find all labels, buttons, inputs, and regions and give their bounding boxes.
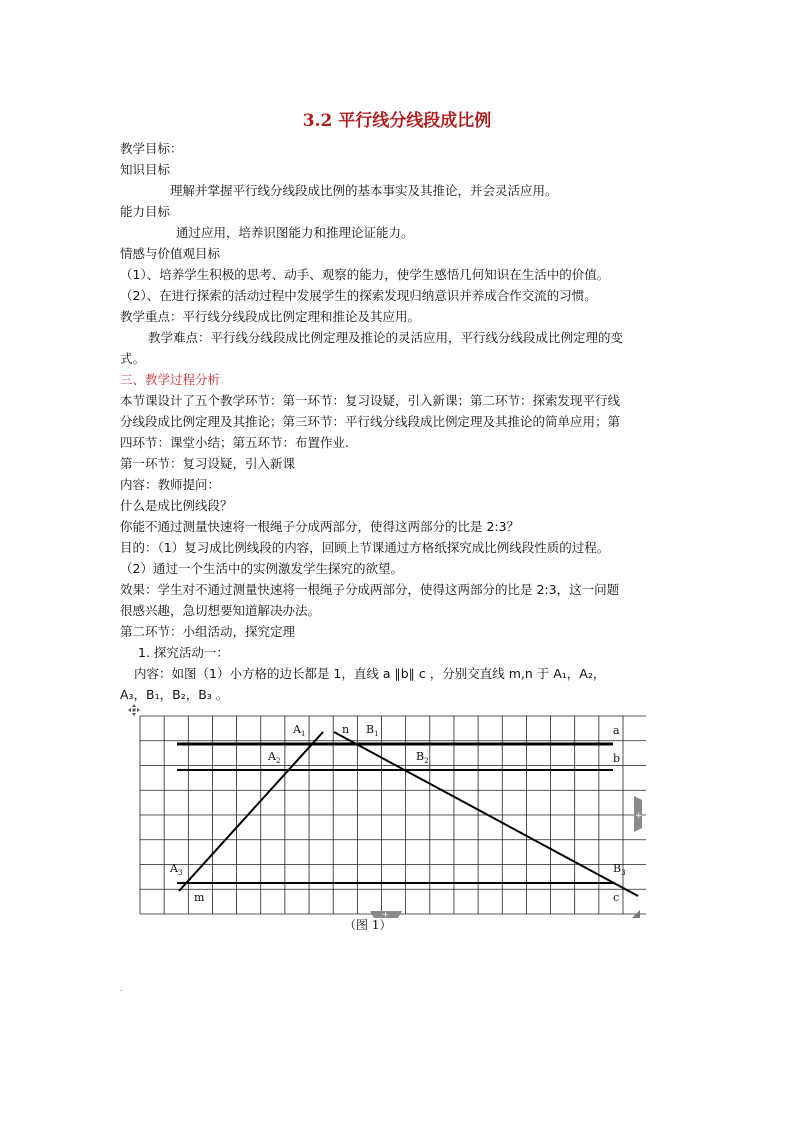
text-line: 本节课设计了五个教学环节：第一环节：复习设疑，引入新课；第二环节：探索发现平行线 — [120, 393, 621, 408]
text-line: 内容：如图（1）小方格的边长都是 1，直线 a ∥b∥ c ，分别交直线 m,n 于 A₁，A₂， — [134, 666, 606, 681]
square-grid — [140, 716, 646, 914]
text-line: 很感兴趣，急切想要知道解决办法。 — [120, 603, 321, 618]
text-line: A₃，B₁，B₂，B₃ 。 — [120, 687, 229, 702]
label-b: b — [613, 752, 621, 765]
label-B2: $B_2$ — [416, 750, 429, 765]
label-A3: $A_3$ — [170, 862, 183, 877]
label-n: n — [342, 723, 350, 736]
text-line: 知识目标 — [120, 162, 171, 177]
label-a: a — [613, 724, 620, 737]
footer-mark: . — [120, 984, 123, 993]
text-line: 教学难点：平行线分线段成比例定理及推论的灵活应用，平行线分线段成比例定理的变 — [148, 330, 624, 345]
label-A1: $A_1$ — [293, 723, 306, 738]
text-line: 第一环节：复习设疑，引入新课 — [120, 456, 296, 471]
text-line: （2）通过一个生活中的实例激发学生探究的欲望。 — [120, 561, 403, 576]
text-line: （2）、在进行探索的活动过程中发展学生的探索发现归纳意识并养成合作交流的习惯。 — [120, 288, 597, 303]
text-line: 第二环节：小组活动，探究定理 — [120, 624, 296, 639]
text-line: 四环节：课堂小结；第五环节：布置作业. — [120, 435, 349, 450]
section-heading: 三、教学过程分析 — [120, 372, 221, 387]
figure-caption: （图 1） — [344, 918, 392, 932]
text-line: 1. 探究活动一： — [138, 645, 229, 660]
expand-right-icon[interactable] — [634, 796, 643, 832]
page-title: 3.2 平行线分线段成比例 — [302, 111, 492, 131]
move-handle-icon[interactable] — [128, 704, 140, 716]
text-line: 理解并掌握平行线分线段成比例的基本事实及其推论，并会灵活应用。 — [170, 183, 558, 198]
label-B1: $B_1$ — [366, 723, 379, 738]
text-line: 分线段成比例定理及其推论；第三环节：平行线分线段成比例定理及其推论的简单应用；第 — [120, 414, 621, 429]
grid-figure — [126, 704, 646, 934]
text-line: 教学目标： — [120, 141, 183, 156]
svg-text:+: + — [635, 811, 643, 821]
text-line: 什么是成比例线段？ — [120, 498, 233, 513]
label-B3: $B_3$ — [613, 862, 626, 877]
text-line: 教学重点：平行线分线段成比例定理和推论及其应用。 — [120, 309, 421, 324]
line-m — [179, 732, 323, 891]
text-line: 你能不通过测量快速将一根绳子分成两部分，使得这两部分的比是 2:3？ — [120, 519, 520, 534]
text-line: 情感与价值观目标 — [120, 246, 221, 261]
text-line: 效果：学生对不通过测量快速将一根绳子分成两部分，使得这两部分的比是 2:3，这一问题 — [120, 582, 620, 597]
text-line: 通过应用，培养识图能力和推理论证能力。 — [176, 225, 414, 240]
text-line: 式。 — [120, 351, 146, 366]
grid-diagram — [126, 704, 646, 934]
svg-text:+: + — [382, 910, 389, 919]
text-line: 能力目标 — [120, 204, 171, 219]
label-m: m — [194, 891, 205, 904]
text-line: （1）、培养学生积极的思考、动手、观察的能力，使学生感悟几何知识在生活中的价值。 — [120, 267, 610, 282]
text-line: 内容：教师提问： — [120, 477, 221, 492]
text-line: 目的：（1）复习成比例线段的内容，回顾上节课通过方格纸探究成比例线段性质的过程。 — [120, 540, 610, 555]
label-A2: $A_2$ — [268, 750, 281, 765]
line-n — [334, 732, 638, 896]
label-c: c — [613, 891, 620, 904]
